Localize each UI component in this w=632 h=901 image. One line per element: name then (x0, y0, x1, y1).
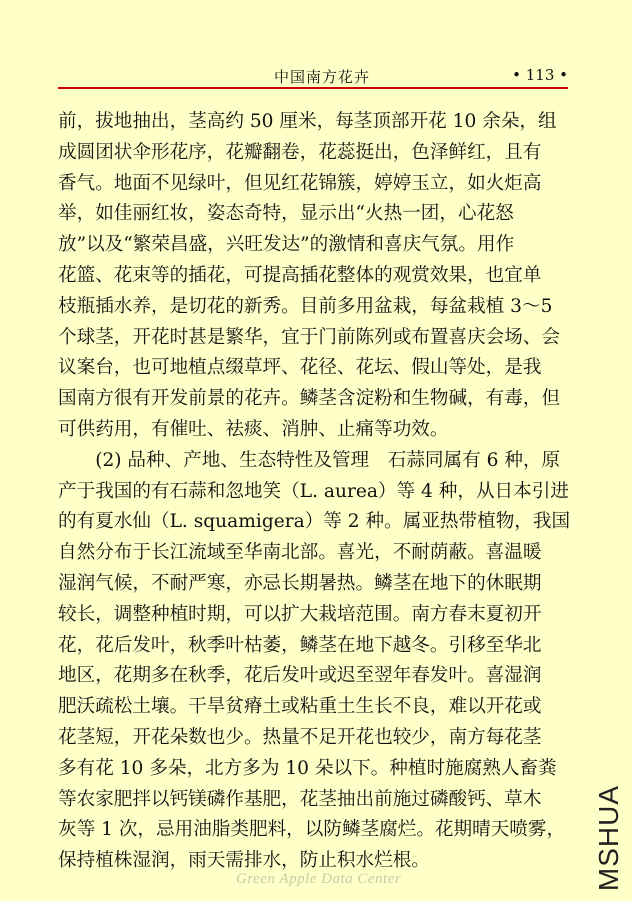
running-title: 中国南方花卉 (274, 68, 371, 86)
text-line: 的有夏水仙（L. squamigera）等 2 种。属亚热带植物，我国 (58, 511, 571, 533)
text-line: 自然分布于长江流域至华南北部。喜光，不耐荫蔽。喜温暖 (58, 542, 542, 564)
text-line: 等农家肥拌以钙镁磷作基肥，花茎抽出前施过磷酸钙、草木 (58, 788, 542, 810)
text-line: 国南方很有开发前景的花卉。鳞茎含淀粉和生物碱，有毒，但 (58, 388, 561, 410)
body-text (58, 107, 578, 877)
text-line: 产于我国的有石蒜和忽地笑（L. aurea）等 4 种，从日本引进 (58, 480, 569, 502)
text-line: 多有花 10 多朵，北方多为 10 朵以下。种植时施腐熟人畜粪 (58, 757, 557, 779)
text-line: 花茎短，开花朵数也少。热量不足开花也较少，南方每花茎 (58, 726, 542, 748)
side-watermark-text: MSHUA (593, 784, 624, 892)
text-line: 湿润气候，不耐严寒，亦忌长期暑热。鳞茎在地下的休眠期 (58, 572, 542, 594)
page-header (58, 62, 568, 90)
text-line: 枝瓶插水养，是切花的新秀。目前多用盆栽，每盆栽植 3～5 (58, 295, 553, 317)
page-number: • 113 • (512, 66, 568, 84)
text-line: 地区，花期多在秋季，花后发叶或迟至翌年春发叶。喜湿润 (58, 665, 542, 687)
text-line: 花，花后发叶，秋季叶枯萎，鳞茎在地下越冬。引移至华北 (58, 634, 542, 656)
text-line: 保持植株湿润，雨天需排水，防止积水烂根。 (58, 850, 430, 872)
text-line: (2) 品种、产地、生态特性及管理 石蒜同属有 6 种，原 (58, 449, 561, 471)
bottom-watermark: Green Apple Data Center (236, 871, 402, 887)
text-line: 议案台，也可地植点缀草坪、花径、花坛、假山等处，是我 (58, 357, 542, 379)
text-line: 花篮、花束等的插花，可提高插花整体的观赏效果，也宜单 (58, 264, 542, 286)
text-line: 灰等 1 次，忌用油脂类肥料，以防鳞茎腐烂。花期晴天喷雾， (58, 819, 566, 841)
side-watermark (591, 784, 627, 892)
text-line: 较长，调整种植时期，可以扩大栽培范围。南方春末夏初开 (58, 603, 542, 625)
text-line: 成圆团状伞形花序，花瓣翻卷，花蕊挺出，色泽鲜红，且有 (58, 141, 542, 163)
header-rule (58, 87, 568, 89)
text-line: 可供药用，有催吐、祛痰、消肿、止痛等功效。 (58, 418, 449, 440)
text-line: 举，如佳丽红妆，姿态奇特，显示出“火热一团，心花怒 (58, 203, 514, 225)
text-line: 前，拔地抽出，茎高约 50 厘米，每茎顶部开花 10 余朵，组 (58, 111, 557, 132)
text-line: 肥沃疏松土壤。干旱贫瘠土或粘重土生长不良，难以开花或 (58, 696, 542, 718)
text-line: 个球茎，开花时甚是繁华，宜于门前陈列或布置喜庆会场、会 (58, 326, 561, 348)
text-line: 放”以及“繁荣昌盛，兴旺发达”的激情和喜庆气氛。用作 (58, 234, 515, 256)
text-line: 香气。地面不见绿叶，但见红花锦簇，婷婷玉立，如火炬高 (58, 172, 542, 194)
